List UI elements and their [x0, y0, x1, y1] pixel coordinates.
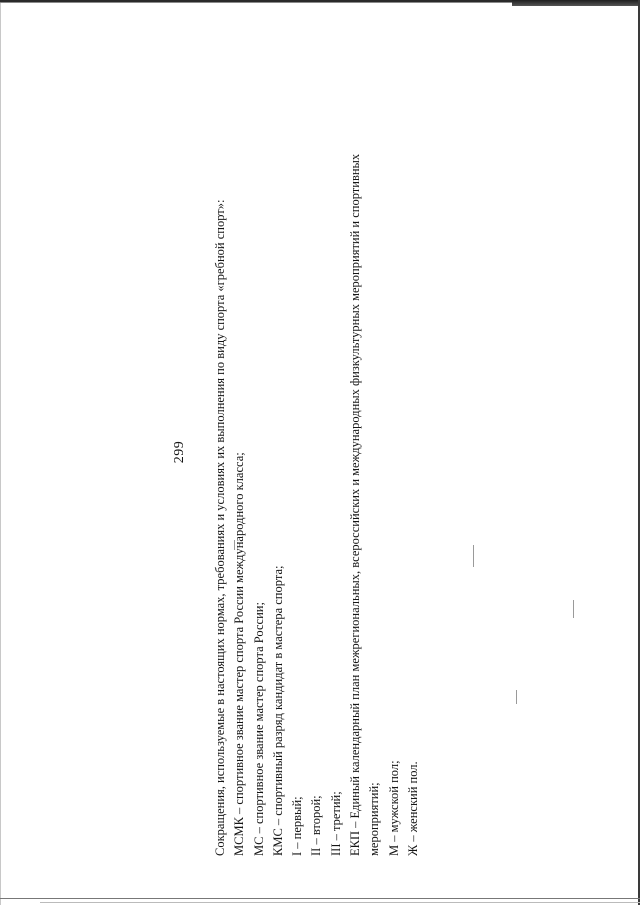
- rotated-text-block: [170, 12, 470, 892]
- list-item: КМС – спортивный разряд кандидат в мастера спорта;: [270, 565, 285, 856]
- list-item: Ж – женский пол.: [405, 761, 420, 856]
- scan-corner-shadow: [512, 0, 640, 6]
- list-item: III – третий;: [328, 791, 343, 856]
- list-item: ЕКП – Единый календарный план межрегиональных, всероссийских и международных физкультурных мероприятий и спортивных: [348, 153, 363, 856]
- list-item: М – мужской пол;: [386, 760, 401, 856]
- scan-speck: [516, 690, 517, 704]
- scan-edge-left: [0, 0, 1, 905]
- scan-edge-bottom: [0, 898, 640, 899]
- list-item: МСМК – спортивное звание мастер спорта России международного класса;: [232, 452, 247, 856]
- abbreviations-heading: Сокращения, используемые в настоящих нормах, требованиях и условиях их выполнения по виду спорта «гребной спорт»:: [213, 199, 227, 856]
- list-item: I – первый;: [290, 796, 305, 856]
- list-item-continuation: мероприятий;: [367, 782, 382, 856]
- list-item: МС – спортивное звание мастер спорта России;: [251, 602, 266, 856]
- scan-speck: [473, 545, 474, 567]
- page-number: 299: [172, 440, 187, 464]
- list-item: II – второй;: [309, 795, 324, 856]
- abbreviations-list: [211, 56, 423, 856]
- scan-edge-bottom-faint: [40, 902, 640, 903]
- scan-speck: [573, 600, 574, 618]
